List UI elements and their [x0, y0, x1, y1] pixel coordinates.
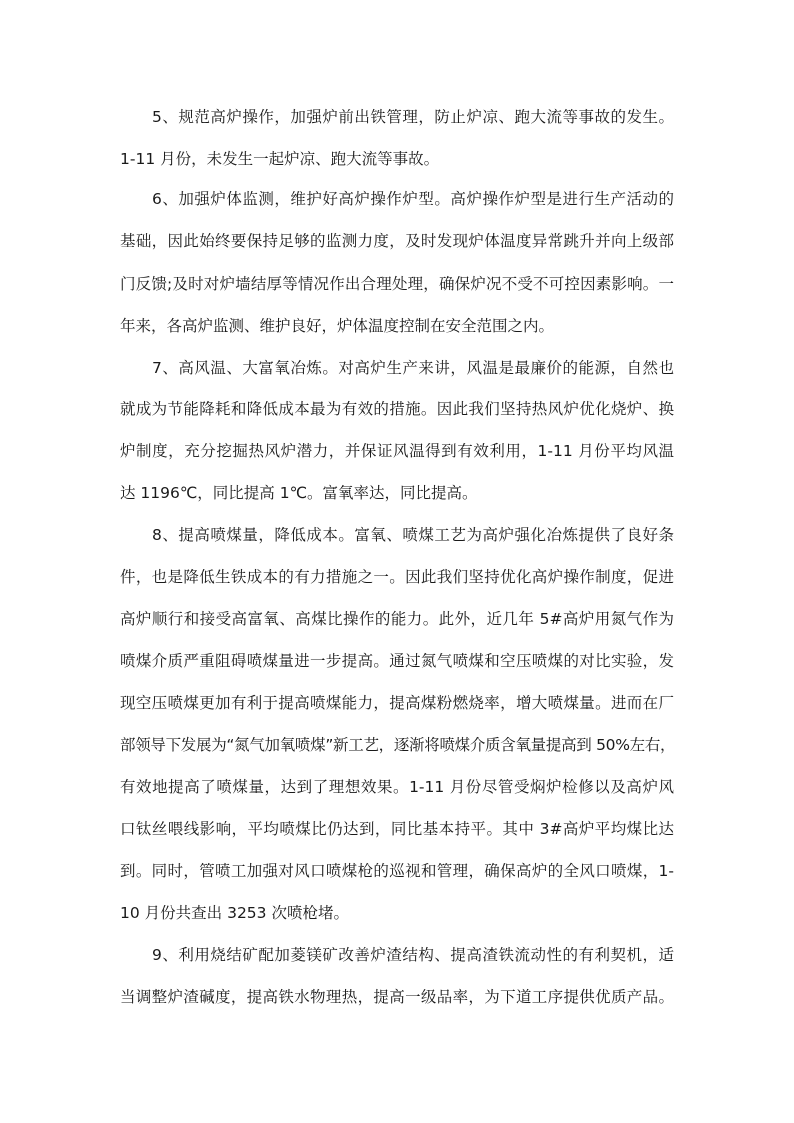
paragraph-8-line-3: 高炉顺行和接受高富氧、高煤比操作的能力。此外，近几年 5#高炉用氮气作为 [120, 610, 674, 628]
paragraph-6-line-3: 门反馈;及时对炉墙结厚等情况作出合理处理，确保炉况不受不可控因素影响。一 [120, 275, 674, 293]
paragraph-7-line-3: 炉制度，充分挖掘热风炉潜力，并保证风温得到有效利用，1-11 月份平均风温 [120, 442, 674, 460]
paragraph-7-line-4: 达 1196℃，同比提高 1℃。富氧率达，同比提高。 [120, 484, 478, 502]
paragraph-8-line-8: 口钛丝喂线影响，平均喷煤比仍达到，同比基本持平。其中 3#高炉平均煤比达 [120, 820, 674, 838]
paragraph-8-line-2: 件，也是降低生铁成本的有力措施之一。因此我们坚持优化高炉操作制度，促进 [120, 568, 674, 586]
paragraph-8-line-1: 8、提高喷煤量，降低成本。富氧、喷煤工艺为高炉强化冶炼提供了良好条 [152, 526, 674, 544]
paragraph-6-line-4: 年来，各高炉监测、维护良好，炉体温度控制在安全范围之内。 [120, 317, 555, 335]
paragraph-9-line-2: 当调整炉渣碱度，提高铁水物理热，提高一级品率，为下道工序提供优质产品。 [120, 988, 674, 1006]
paragraph-9-line-1: 9、利用烧结矿配加菱镁矿改善炉渣结构、提高渣铁流动性的有利契机，适 [152, 946, 674, 964]
paragraph-8-line-5: 现空压喷煤更加有利于提高喷煤能力，提高煤粉燃烧率，增大喷煤量。进而在厂 [120, 694, 674, 712]
paragraph-8-line-7: 有效地提高了喷煤量，达到了理想效果。1-11 月份尽管受焖炉检修以及高炉风 [120, 778, 674, 796]
paragraph-8-line-4: 喷煤介质严重阻碍喷煤量进一步提高。通过氮气喷煤和空压喷煤的对比实验，发 [120, 652, 674, 670]
paragraph-8-line-9: 到。同时，管喷工加强对风口喷煤枪的巡视和管理，确保高炉的全风口喷煤，1- [120, 862, 674, 880]
paragraph-8-line-10: 10 月份共查出 3253 次喷枪堵。 [120, 904, 349, 922]
paragraph-7-line-2: 就成为节能降耗和降低成本最为有效的措施。因此我们坚持热风炉优化烧炉、换 [120, 400, 674, 418]
paragraph-6-line-2: 基础，因此始终要保持足够的监测力度，及时发现炉体温度异常跳升并向上级部 [120, 232, 674, 250]
paragraph-8-line-6: 部领导下发展为“氮气加氧喷煤”新工艺，逐渐将喷煤介质含氧量提高到 50%左右， [120, 736, 676, 754]
paragraph-7-line-1: 7、高风温、大富氧冶炼。对高炉生产来讲，风温是最廉价的能源，自然也 [152, 359, 674, 377]
paragraph-5-line-1: 5、规范高炉操作，加强炉前出铁管理，防止炉凉、跑大流等事故的发生。 [152, 108, 674, 126]
paragraph-6-line-1: 6、加强炉体监测，维护好高炉操作炉型。高炉操作炉型是进行生产活动的 [152, 190, 674, 208]
paragraph-5-line-2: 1-11 月份，未发生一起炉凉、跑大流等事故。 [120, 150, 440, 168]
